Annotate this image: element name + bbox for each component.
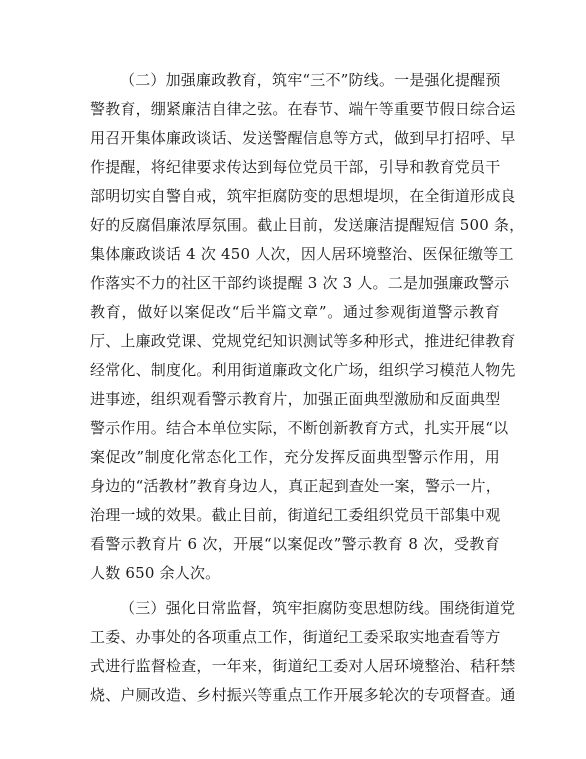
text-line: 式进行监督检查，一年来，街道纪工委对人居环境整治、秸秆禁 bbox=[90, 657, 516, 675]
text-line: 治理一域的效果。截止目前，街道纪工委组织党员干部集中观 bbox=[90, 506, 501, 524]
text-line: 进事迹，组织观看警示教育片，加强正面典型激励和反面典型 bbox=[90, 390, 501, 408]
text-line: 看警示教育片 6 次，开展“以案促改”警示教育 8 次，受教育 bbox=[90, 535, 500, 553]
text-line: 用召开集体廉政谈话、发送警醒信息等方式，做到早打招呼、早 bbox=[90, 129, 516, 147]
text-line: 警教育，绷紧廉洁自律之弦。在春节、端午等重要节假日综合运 bbox=[90, 100, 516, 118]
text-line: 人数 650 余人次。 bbox=[90, 564, 221, 582]
text-line: 烧、户厕改造、乡村振兴等重点工作开展多轮次的专项督查。通 bbox=[90, 686, 516, 704]
text-line: 集体廉政谈话 4 次 450 人次，因人居环境整治、医保征缴等工 bbox=[90, 245, 514, 263]
text-line: 身边的“活教材”教育身边人，真正起到查处一案，警示一片， bbox=[90, 477, 501, 495]
document-body bbox=[90, 66, 525, 710]
text-line: 作落实不力的社区干部约谈提醒 3 次 3 人。二是加强廉政警示 bbox=[90, 274, 510, 292]
text-line: 工委、办事处的各项重点工作，街道纪工委采取实地查看等方 bbox=[90, 628, 501, 646]
text-line: （二）加强廉政教育，筑牢“三不”防线。一是强化提醒预 bbox=[120, 71, 501, 89]
paragraph-strengthen-education bbox=[90, 66, 525, 588]
text-line: 经常化、制度化。利用街道廉政文化广场，组织学习模范人物先 bbox=[90, 361, 516, 379]
paragraph-daily-supervision bbox=[90, 594, 516, 710]
text-line: 警示作用。结合本单位实际，不断创新教育方式，扎实开展“以 bbox=[90, 419, 509, 437]
text-line: 部明切实自警自戒，筑牢拒腐防变的思想堤坝，在全街道形成良 bbox=[90, 187, 516, 205]
text-line: 厅、上廉政党课、党规党纪知识测试等多种形式，推进纪律教育 bbox=[90, 332, 516, 350]
text-line: 案促改”制度化常态化工作，充分发挥反面典型警示作用，用 bbox=[90, 448, 500, 466]
text-line: （三）强化日常监督，筑牢拒腐防变思想防线。围绕街道党 bbox=[120, 599, 516, 617]
text-line: 好的反腐倡廉浓厚氛围。截止目前，发送廉洁提醒短信 500 条， bbox=[90, 216, 525, 234]
text-line: 作提醒，将纪律要求传达到每位党员干部，引导和教育党员干 bbox=[90, 158, 501, 176]
text-line: 教育，做好以案促改“后半篇文章”。通过参观街道警示教育 bbox=[90, 303, 500, 321]
